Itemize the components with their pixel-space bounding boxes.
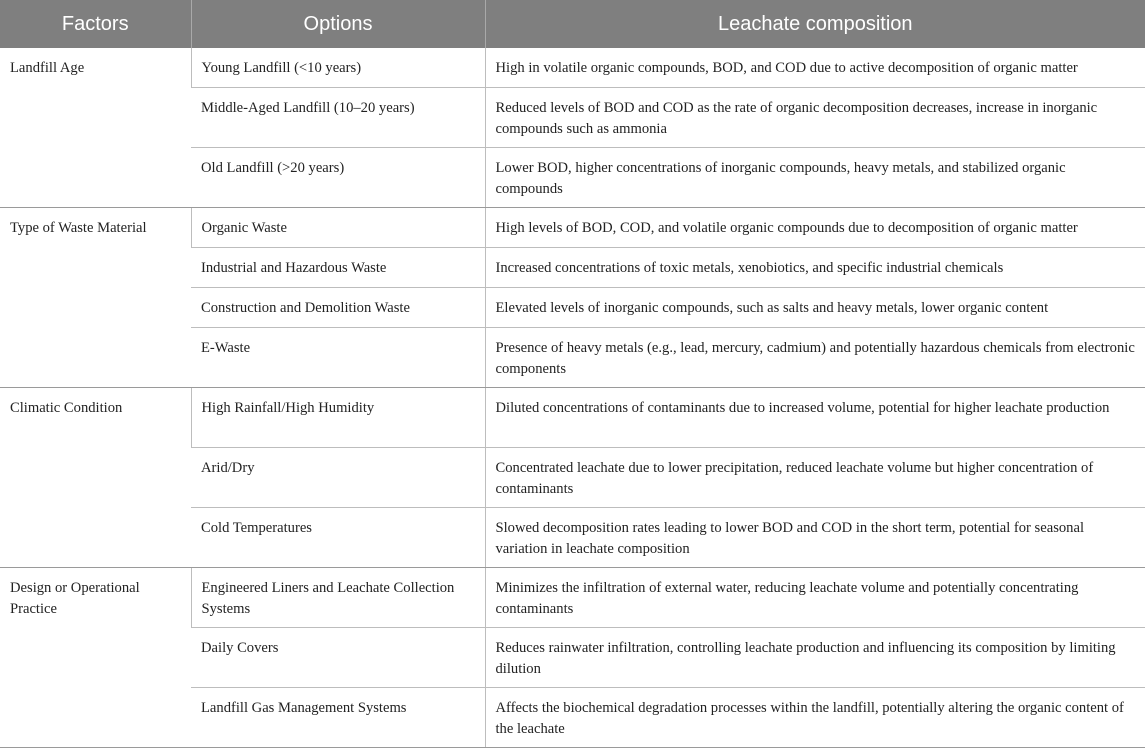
- composition-cell: High levels of BOD, COD, and volatile organic compounds due to decomposition of organic matter: [485, 208, 1145, 248]
- option-cell: Construction and Demolition Waste: [191, 288, 485, 328]
- composition-cell: Presence of heavy metals (e.g., lead, mercury, cadmium) and potentially hazardous chemicals from electronic components: [485, 328, 1145, 388]
- table-row: [0, 388, 1145, 448]
- header-leachate-composition: Leachate composition: [485, 0, 1145, 48]
- factor-cell: Landfill Age: [0, 48, 191, 208]
- factor-cell: Climatic Condition: [0, 388, 191, 568]
- option-cell: Cold Temperatures: [191, 508, 485, 568]
- table-row: [0, 568, 1145, 628]
- option-cell: Industrial and Hazardous Waste: [191, 248, 485, 288]
- option-cell: Old Landfill (>20 years): [191, 148, 485, 208]
- composition-cell: Elevated levels of inorganic compounds, such as salts and heavy metals, lower organic content: [485, 288, 1145, 328]
- header-options: Options: [191, 0, 485, 48]
- composition-cell: Concentrated leachate due to lower precipitation, reduced leachate volume but higher concentration of contaminants: [485, 448, 1145, 508]
- option-cell: Young Landfill (<10 years): [191, 48, 485, 88]
- composition-cell: Lower BOD, higher concentrations of inorganic compounds, heavy metals, and stabilized organic compounds: [485, 148, 1145, 208]
- composition-cell: High in volatile organic compounds, BOD, and COD due to active decomposition of organic matter: [485, 48, 1145, 88]
- option-cell: Daily Covers: [191, 628, 485, 688]
- composition-cell: Slowed decomposition rates leading to lower BOD and COD in the short term, potential for seasonal variation in leachate composition: [485, 508, 1145, 568]
- option-cell: Landfill Gas Management Systems: [191, 688, 485, 748]
- table-row: [0, 208, 1145, 248]
- table-body: [0, 48, 1145, 748]
- composition-cell: Reduces rainwater infiltration, controlling leachate production and influencing its composition by limiting dilution: [485, 628, 1145, 688]
- option-cell: Arid/Dry: [191, 448, 485, 508]
- option-cell: Organic Waste: [191, 208, 485, 248]
- table-header: [0, 0, 1145, 48]
- factor-cell: Design or Operational Practice: [0, 568, 191, 748]
- option-cell: E-Waste: [191, 328, 485, 388]
- option-cell: High Rainfall/High Humidity: [191, 388, 485, 448]
- composition-cell: Minimizes the infiltration of external water, reducing leachate volume and potentially concentrating contaminants: [485, 568, 1145, 628]
- table-row: [0, 48, 1145, 88]
- header-factors: Factors: [0, 0, 191, 48]
- option-cell: Middle-Aged Landfill (10–20 years): [191, 88, 485, 148]
- factor-cell: Type of Waste Material: [0, 208, 191, 388]
- composition-cell: Reduced levels of BOD and COD as the rate of organic decomposition decreases, increase in inorganic compounds such as ammonia: [485, 88, 1145, 148]
- option-cell: Engineered Liners and Leachate Collection Systems: [191, 568, 485, 628]
- composition-cell: Diluted concentrations of contaminants due to increased volume, potential for higher leachate production: [485, 388, 1145, 448]
- header-row: [0, 0, 1145, 48]
- composition-cell: Increased concentrations of toxic metals, xenobiotics, and specific industrial chemicals: [485, 248, 1145, 288]
- composition-cell: Affects the biochemical degradation processes within the landfill, potentially altering the organic content of the leachate: [485, 688, 1145, 748]
